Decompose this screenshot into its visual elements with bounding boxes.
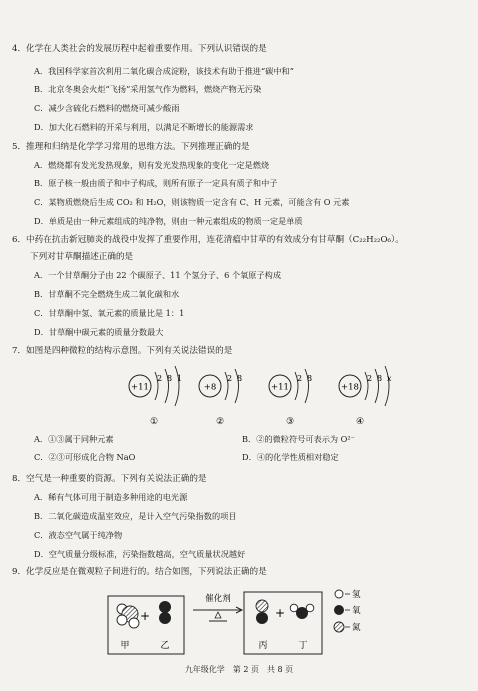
q4-option-a: A．我国科学家首次利用二氧化碳合成淀粉，该技术有助于推进“碳中和” bbox=[34, 66, 294, 76]
particle-2-shell-1: 2 bbox=[227, 374, 233, 383]
label-jia: 甲 bbox=[120, 641, 130, 651]
q4-stem: 4．化学在人类社会的发展历程中起着重要作用。下列认识错误的是 bbox=[12, 44, 267, 54]
q5-stem: 5．推理和归纳是化学学习常用的思维方法。下列推理正确的是 bbox=[12, 142, 250, 152]
particle-1 bbox=[129, 366, 182, 427]
plus-sign-1: + bbox=[139, 609, 151, 623]
particle-1-shell-2: 8 bbox=[167, 374, 173, 383]
label-yi: 乙 bbox=[160, 641, 170, 651]
q9-stem: 9．化学反应是在微观粒子间进行的。结合如图，下列说法正确的是 bbox=[12, 567, 267, 577]
particle-3-shell-1: 2 bbox=[297, 374, 303, 383]
q7-stem: 7．如图是四种微粒的结构示意图。下列有关说法错误的是 bbox=[12, 346, 233, 356]
q8-option-c: C．液态空气属于纯净物 bbox=[34, 530, 123, 540]
molecule-jia bbox=[117, 604, 139, 628]
q7-option-d: D．④的化学性质相对稳定 bbox=[242, 452, 339, 462]
particle-1-label: ① bbox=[150, 417, 159, 427]
catalyst-label: 催化剂 bbox=[205, 594, 231, 604]
legend-nitrogen: 氮 bbox=[352, 623, 361, 633]
particle-4-label: ④ bbox=[356, 417, 365, 427]
label-bing: 丙 bbox=[258, 641, 268, 651]
q5-option-b: B．原子核一般由质子和中子构成，则所有原子一定具有质子和中子 bbox=[34, 178, 278, 188]
particle-4 bbox=[339, 366, 392, 427]
molecule-yi bbox=[159, 601, 171, 624]
particle-4-shell-2: 8 bbox=[377, 374, 383, 383]
delta-symbol bbox=[215, 612, 221, 618]
particle-1-shell-1: 2 bbox=[157, 374, 163, 383]
label-ding: 丁 bbox=[298, 641, 308, 651]
particle-1-nucleus: +11 bbox=[131, 382, 149, 393]
q7-option-c: C．②③可形成化合物 NaO bbox=[34, 452, 136, 462]
particle-2-shell-2: 8 bbox=[237, 374, 243, 383]
q6-option-a: A．一个甘草酮分子由 22 个碳原子、11 个氢分子、6 个氧原子构成 bbox=[34, 270, 282, 280]
particle-2 bbox=[199, 369, 242, 427]
molecule-bing bbox=[256, 600, 268, 624]
particle-4-nucleus: +18 bbox=[341, 382, 359, 393]
particle-2-label: ② bbox=[216, 417, 225, 427]
particle-1-shell-3: 1 bbox=[177, 374, 183, 383]
page-footer: 九年级化学 第 2 页 共 8 页 bbox=[184, 665, 294, 674]
plus-sign-2: + bbox=[274, 606, 286, 620]
particle-3-shell-2: 8 bbox=[307, 374, 313, 383]
q8-option-d: D．空气质量分级标准，污染指数越高，空气质量状况越好 bbox=[34, 549, 246, 559]
q5-option-d: D．单质是由一种元素组成的纯净物，则由一种元素组成的物质一定是单质 bbox=[34, 216, 303, 226]
q5-option-a: A．燃烧都有发光发热现象，则有发光发热现象的变化一定是燃烧 bbox=[34, 160, 270, 170]
q6-stem: 6．中药在抗击新冠肺炎的战役中发挥了重要作用，连花清瘟中甘草的有效成分有甘草酮（C₂₂H₂₂O₆）。 bbox=[12, 235, 404, 245]
q4-option-c: C．减少含硫化石燃料的燃烧可减少酸雨 bbox=[34, 103, 180, 113]
particle-3-nucleus: +11 bbox=[271, 382, 289, 393]
molecule-ding bbox=[290, 604, 314, 619]
legend-hydrogen: 氢 bbox=[352, 590, 361, 600]
q7-option-a: A．①③属于同种元素 bbox=[34, 434, 114, 444]
legend-oxygen: 氧 bbox=[352, 606, 361, 616]
q9-reaction-diagram bbox=[105, 582, 385, 658]
q8-option-b: B．二氧化碳造成温室效应，是计入空气污染指数的项目 bbox=[34, 511, 237, 521]
q6-stem-continued: 下列对甘草酮描述正确的是 bbox=[30, 252, 134, 262]
q8-option-a: A．稀有气体可用于制造多种用途的电光源 bbox=[34, 492, 188, 502]
q6-option-d: D．甘草酮中碳元素的质量分数最大 bbox=[34, 327, 164, 337]
q6-option-b: B．甘草酮不完全燃烧生成二氧化碳和水 bbox=[34, 289, 180, 299]
q4-option-b: B．北京冬奥会火炬“飞扬”采用氢气作为燃料，燃烧产物无污染 bbox=[34, 84, 262, 94]
q5-option-c: C．某物质燃烧后生成 CO₂ 和 H₂O，则该物质一定含有 C、H 元素，可能含有 O 元素 bbox=[34, 197, 350, 207]
particle-2-nucleus: +8 bbox=[203, 382, 217, 393]
particle-4-shell-1: 2 bbox=[367, 374, 373, 383]
q8-stem: 8．空气是一种重要的资源。下列有关说法正确的是 bbox=[12, 474, 207, 484]
product-box bbox=[244, 592, 322, 654]
q7-option-b: B．②的微粒符号可表示为 O²⁻ bbox=[242, 434, 355, 444]
q4-option-d: D．加大化石燃料的开采与利用，以满足不断增长的能源需求 bbox=[34, 122, 254, 132]
q7-particle-diagram bbox=[110, 362, 430, 432]
particle-3 bbox=[269, 369, 312, 427]
q6-option-c: C．甘草酮中氢、氧元素的质量比是 1：1 bbox=[34, 308, 185, 318]
particle-4-shell-3: x bbox=[387, 374, 392, 383]
atom-legend bbox=[334, 589, 361, 633]
particle-3-label: ③ bbox=[286, 417, 295, 427]
